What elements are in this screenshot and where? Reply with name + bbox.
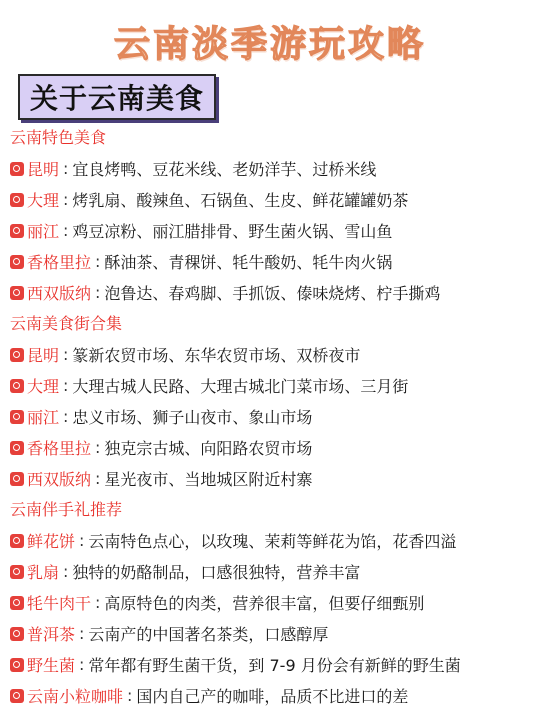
list-item: 昆明 : 篆新农贸市场、东华农贸市场、双桥夜市 <box>10 339 536 370</box>
pin-icon <box>10 627 24 641</box>
section-heading-specialty-food: 云南特色美食 <box>10 128 107 147</box>
item-text: 忠义市场、狮子山夜市、象山市场 <box>72 408 313 427</box>
pin-icon <box>10 441 24 455</box>
pin-icon <box>10 193 24 207</box>
list-item: 西双版纳 : 星光夜市、当地城区附近村寨 <box>10 463 536 494</box>
item-label: 昆明 <box>27 346 60 365</box>
item-label: 大理 <box>27 377 60 396</box>
section-heading-souvenirs: 云南伴手礼推荐 <box>10 500 123 519</box>
pin-icon <box>10 534 24 548</box>
item-label: 西双版纳 <box>27 470 92 489</box>
item-text: 大理古城人民路、大理古城北门菜市场、三月街 <box>72 377 409 396</box>
pin-icon <box>10 410 24 424</box>
item-label: 牦牛肉干 <box>27 594 92 613</box>
list-item: 云南小粒咖啡 : 国内自己产的咖啡，品质不比进口的差 <box>10 680 536 711</box>
list-item: 普洱茶 : 云南产的中国著名茶类，口感醇厚 <box>10 618 536 649</box>
pin-icon <box>10 224 24 238</box>
item-label: 鲜花饼 <box>27 532 76 551</box>
item-text: 常年都有野生菌干货，到 7-9 月份会有新鲜的野生菌 <box>88 656 461 675</box>
list-item: 丽江 : 忠义市场、狮子山夜市、象山市场 <box>10 401 536 432</box>
list-item: 野生菌 : 常年都有野生菌干货，到 7-9 月份会有新鲜的野生菌 <box>10 649 536 680</box>
section-heading-food-streets: 云南美食街合集 <box>10 314 123 333</box>
item-text: 云南特色点心，以玫瑰、茉莉等鲜花为馅，花香四溢 <box>88 532 457 551</box>
list-item: 乳扇 : 独特的奶酪制品，口感很独特，营养丰富 <box>10 556 536 587</box>
item-text: 宜良烤鸭、豆花米线、老奶洋芋、过桥米线 <box>72 160 377 179</box>
item-text: 烤乳扇、酸辣鱼、石锅鱼、生皮、鲜花罐罐奶茶 <box>72 191 409 210</box>
item-label: 野生菌 <box>27 656 76 675</box>
item-text: 篆新农贸市场、东华农贸市场、双桥夜市 <box>72 346 361 365</box>
item-text: 云南产的中国著名茶类，口感醇厚 <box>88 625 329 644</box>
pin-icon <box>10 379 24 393</box>
content-list <box>10 122 536 711</box>
item-label: 大理 <box>27 191 60 210</box>
item-text: 星光夜市、当地城区附近村寨 <box>104 470 313 489</box>
item-label: 香格里拉 <box>27 439 92 458</box>
item-label: 丽江 <box>27 408 60 427</box>
list-item: 香格里拉 : 独克宗古城、向阳路农贸市场 <box>10 432 536 463</box>
list-item: 西双版纳 : 泡鲁达、春鸡脚、手抓饭、傣味烧烤、柠手撕鸡 <box>10 277 536 308</box>
item-text: 鸡豆凉粉、丽江腊排骨、野生菌火锅、雪山鱼 <box>72 222 393 241</box>
item-label: 普洱茶 <box>27 625 76 644</box>
item-text: 高原特色的肉类，营养很丰富，但要仔细甄别 <box>104 594 425 613</box>
item-label: 乳扇 <box>27 563 60 582</box>
item-label: 昆明 <box>27 160 60 179</box>
pin-icon <box>10 689 24 703</box>
item-label: 西双版纳 <box>27 284 92 303</box>
pin-icon <box>10 565 24 579</box>
pin-icon <box>10 286 24 300</box>
item-text: 泡鲁达、春鸡脚、手抓饭、傣味烧烤、柠手撕鸡 <box>104 284 441 303</box>
pin-icon <box>10 472 24 486</box>
item-text: 独特的奶酪制品，口感很独特，营养丰富 <box>72 563 361 582</box>
item-label: 丽江 <box>27 222 60 241</box>
item-text: 独克宗古城、向阳路农贸市场 <box>104 439 313 458</box>
item-text: 国内自己产的咖啡，品质不比进口的差 <box>136 687 409 706</box>
pin-icon <box>10 255 24 269</box>
list-item: 牦牛肉干 : 高原特色的肉类，营养很丰富，但要仔细甄别 <box>10 587 536 618</box>
list-item: 昆明 : 宜良烤鸭、豆花米线、老奶洋芋、过桥米线 <box>10 153 536 184</box>
section-title-box <box>18 74 216 120</box>
pin-icon <box>10 348 24 362</box>
item-text: 酥油茶、青稞饼、牦牛酸奶、牦牛肉火锅 <box>104 253 393 272</box>
section-title: 关于云南美食 <box>30 82 205 115</box>
item-label: 香格里拉 <box>27 253 92 272</box>
list-item: 香格里拉 : 酥油茶、青稞饼、牦牛酸奶、牦牛肉火锅 <box>10 246 536 277</box>
pin-icon <box>10 596 24 610</box>
page-title: 云南淡季游玩攻略 <box>113 24 426 65</box>
item-label: 云南小粒咖啡 <box>27 687 124 706</box>
list-item: 鲜花饼 : 云南特色点心，以玫瑰、茉莉等鲜花为馅，花香四溢 <box>10 525 536 556</box>
pin-icon <box>10 658 24 672</box>
pin-icon <box>10 162 24 176</box>
list-item: 大理 : 烤乳扇、酸辣鱼、石锅鱼、生皮、鲜花罐罐奶茶 <box>10 184 536 215</box>
list-item: 丽江 : 鸡豆凉粉、丽江腊排骨、野生菌火锅、雪山鱼 <box>10 215 536 246</box>
list-item: 大理 : 大理古城人民路、大理古城北门菜市场、三月街 <box>10 370 536 401</box>
